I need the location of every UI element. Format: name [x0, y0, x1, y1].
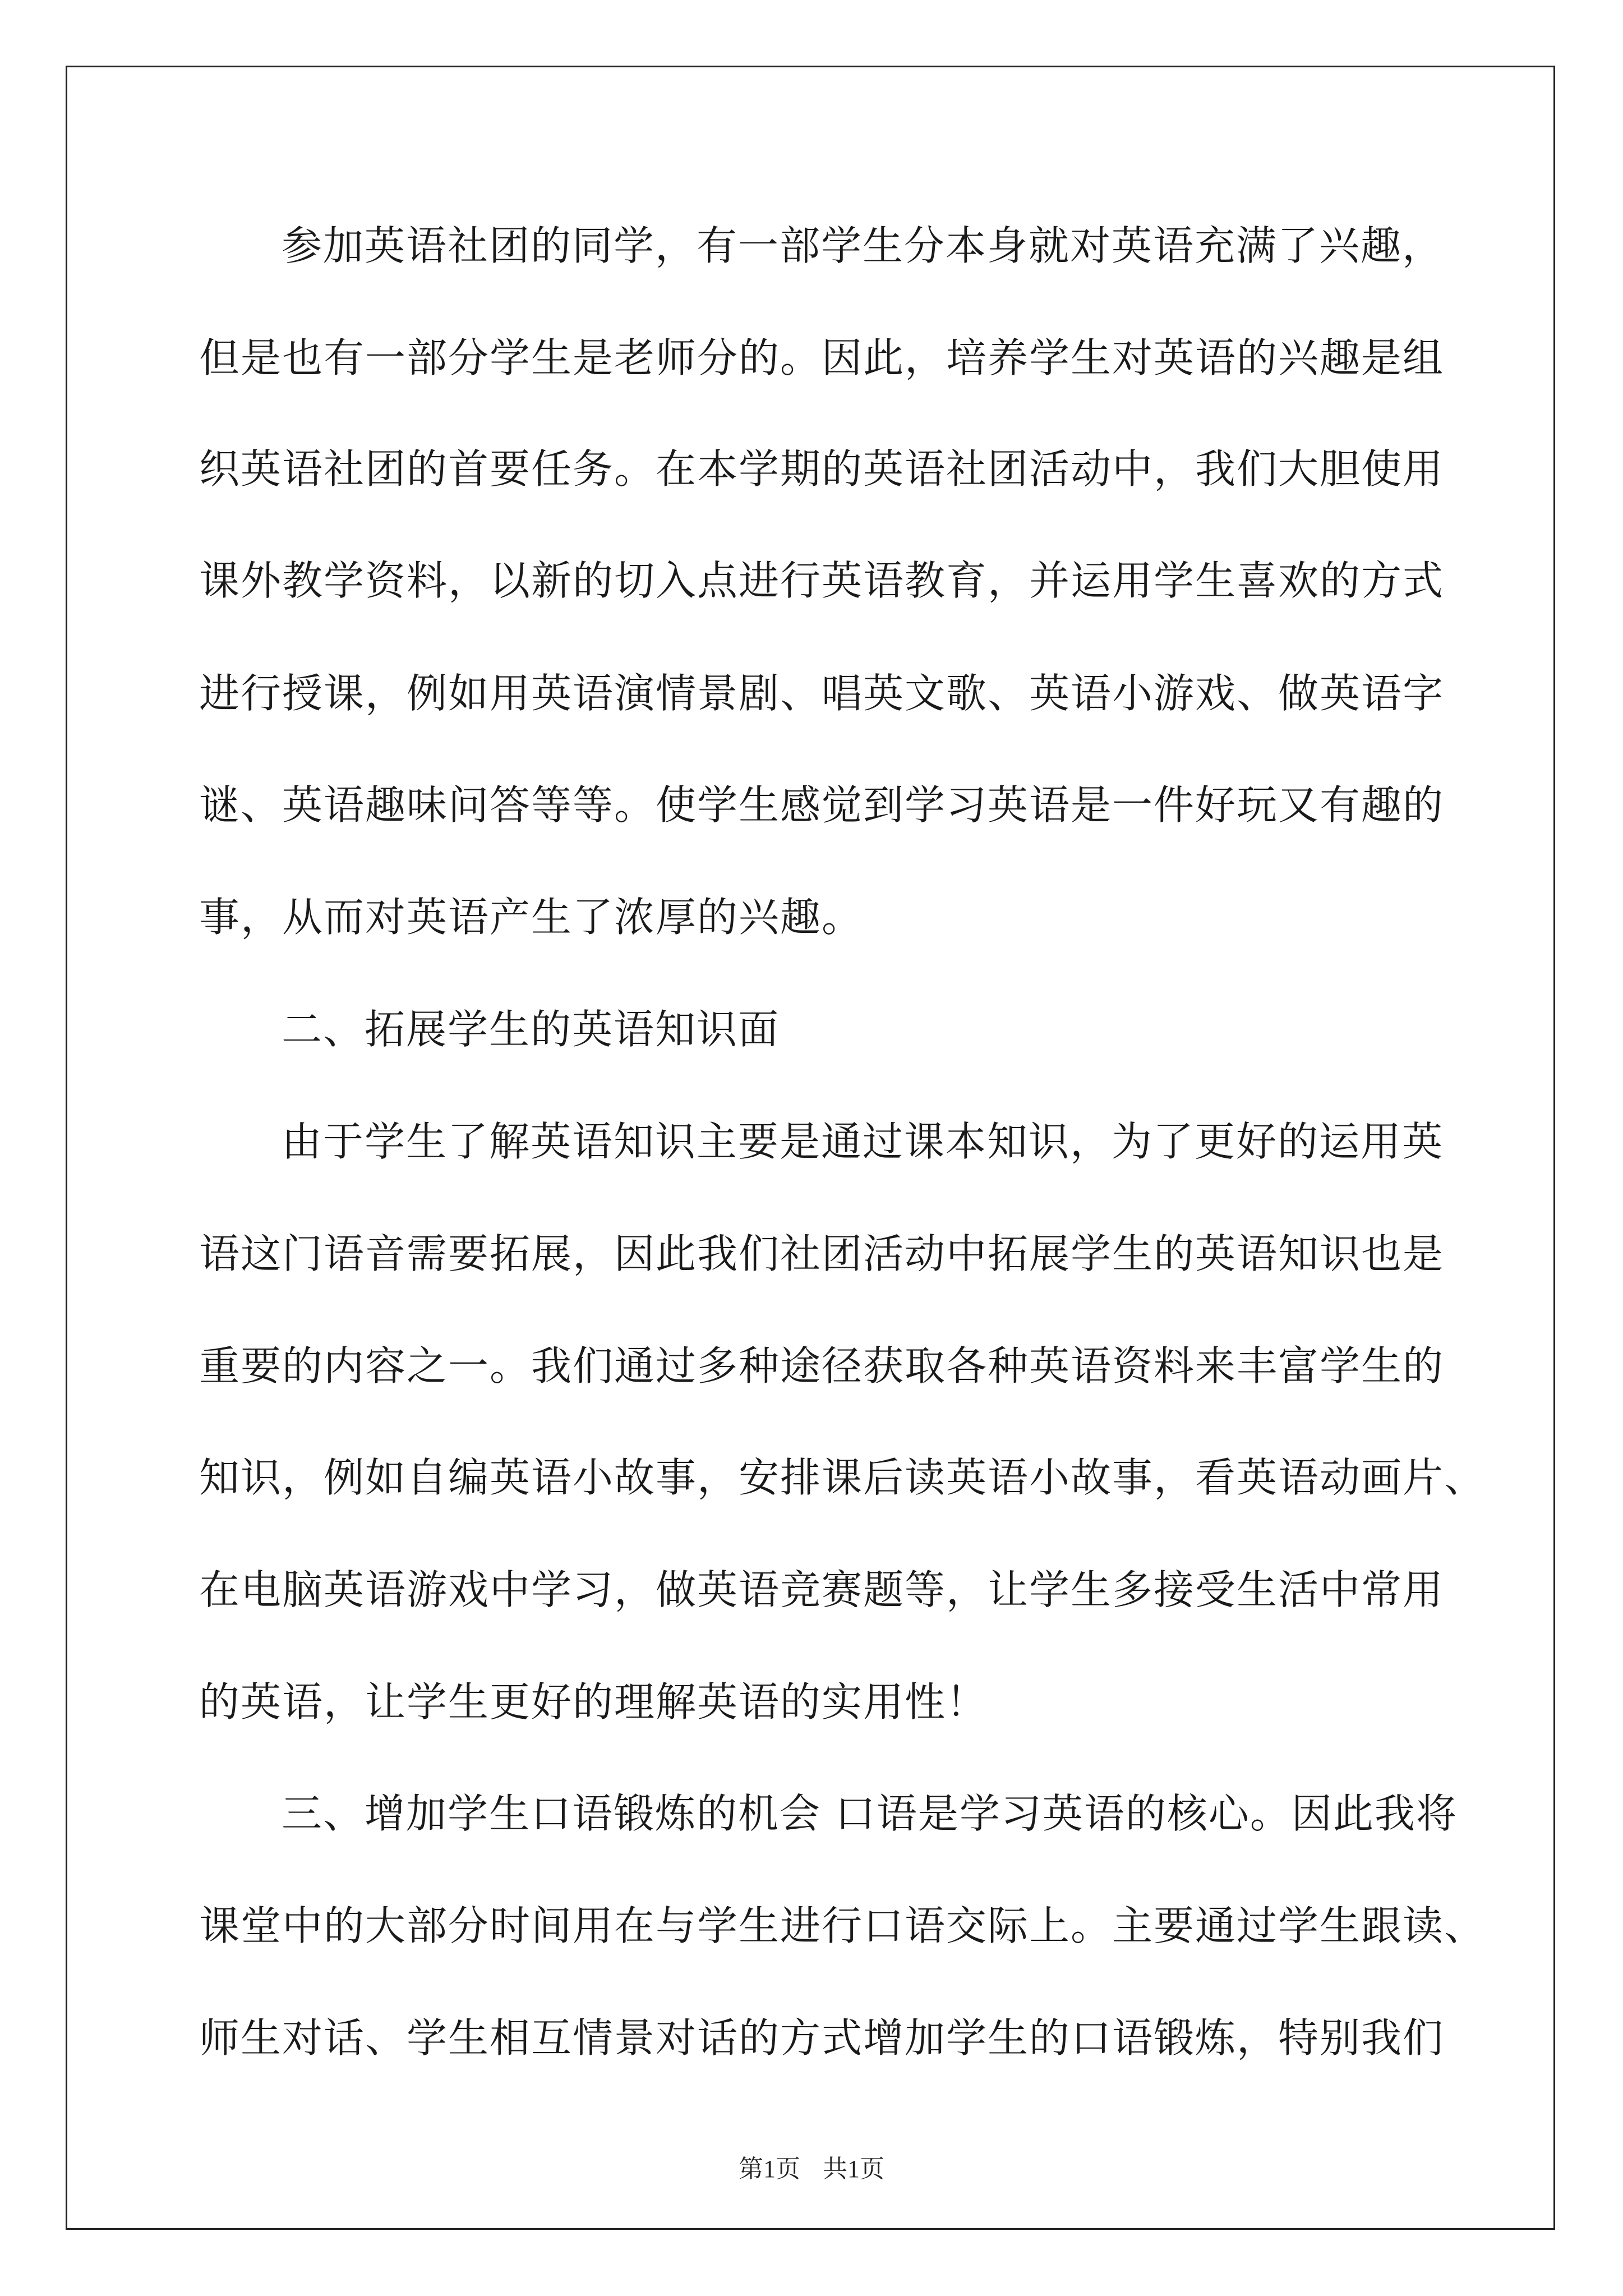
paragraph-1-line-5: 进行授课，例如用英语演情景剧、唱英文歌、英语小游戏、做英语字: [199, 670, 1445, 717]
paragraph-1-line-1: 参加英语社团的同学，有一部学生分本身就对英语充满了兴趣，: [282, 222, 1444, 269]
paragraph-3-line-1: 三、增加学生口语锻炼的机会 口语是学习英语的核心。因此我将: [282, 1790, 1458, 1837]
paragraph-1-line-7: 事，从而对英语产生了浓厚的兴趣。: [199, 894, 864, 941]
paragraph-1-line-2: 但是也有一部分学生是老师分的。因此，培养学生对英语的兴趣是组: [199, 334, 1445, 381]
page-number: 第1页: [739, 2155, 800, 2183]
paragraph-3-line-2: 课堂中的大部分时间用在与学生进行口语交际上。主要通过学生跟读、: [199, 1902, 1486, 1949]
paragraph-2-line-4: 知识，例如自编英语小故事，安排课后读英语小故事，看英语动画片、: [199, 1454, 1486, 1501]
paragraph-1-line-4: 课外教学资料，以新的切入点进行英语教育，并运用学生喜欢的方式: [199, 557, 1445, 604]
page-footer: [0, 2155, 1623, 2183]
paragraph-2-line-1: 由于学生了解英语知识主要是通过课本知识，为了更好的运用英: [282, 1118, 1444, 1165]
paragraph-3-line-3: 师生对话、学生相互情景对话的方式增加学生的口语锻炼，特别我们: [199, 2014, 1445, 2062]
section-heading-2: 二、拓展学生的英语知识面: [282, 1006, 780, 1053]
paragraph-2-line-3: 重要的内容之一。我们通过多种途径获取各种英语资料来丰富学生的: [199, 1342, 1445, 1389]
paragraph-2-line-5: 在电脑英语游戏中学习，做英语竞赛题等，让学生多接受生活中常用: [199, 1566, 1445, 1613]
page-total: 共1页: [823, 2155, 884, 2183]
paragraph-1-line-6: 谜、英语趣味问答等等。使学生感觉到学习英语是一件好玩又有趣的: [199, 781, 1445, 829]
paragraph-1-line-3: 织英语社团的首要任务。在本学期的英语社团活动中，我们大胆使用: [199, 445, 1445, 493]
paragraph-2-line-2: 语这门语音需要拓展，因此我们社团活动中拓展学生的英语知识也是: [199, 1230, 1445, 1277]
paragraph-2-line-6: 的英语，让学生更好的理解英语的实用性！: [199, 1678, 988, 1726]
